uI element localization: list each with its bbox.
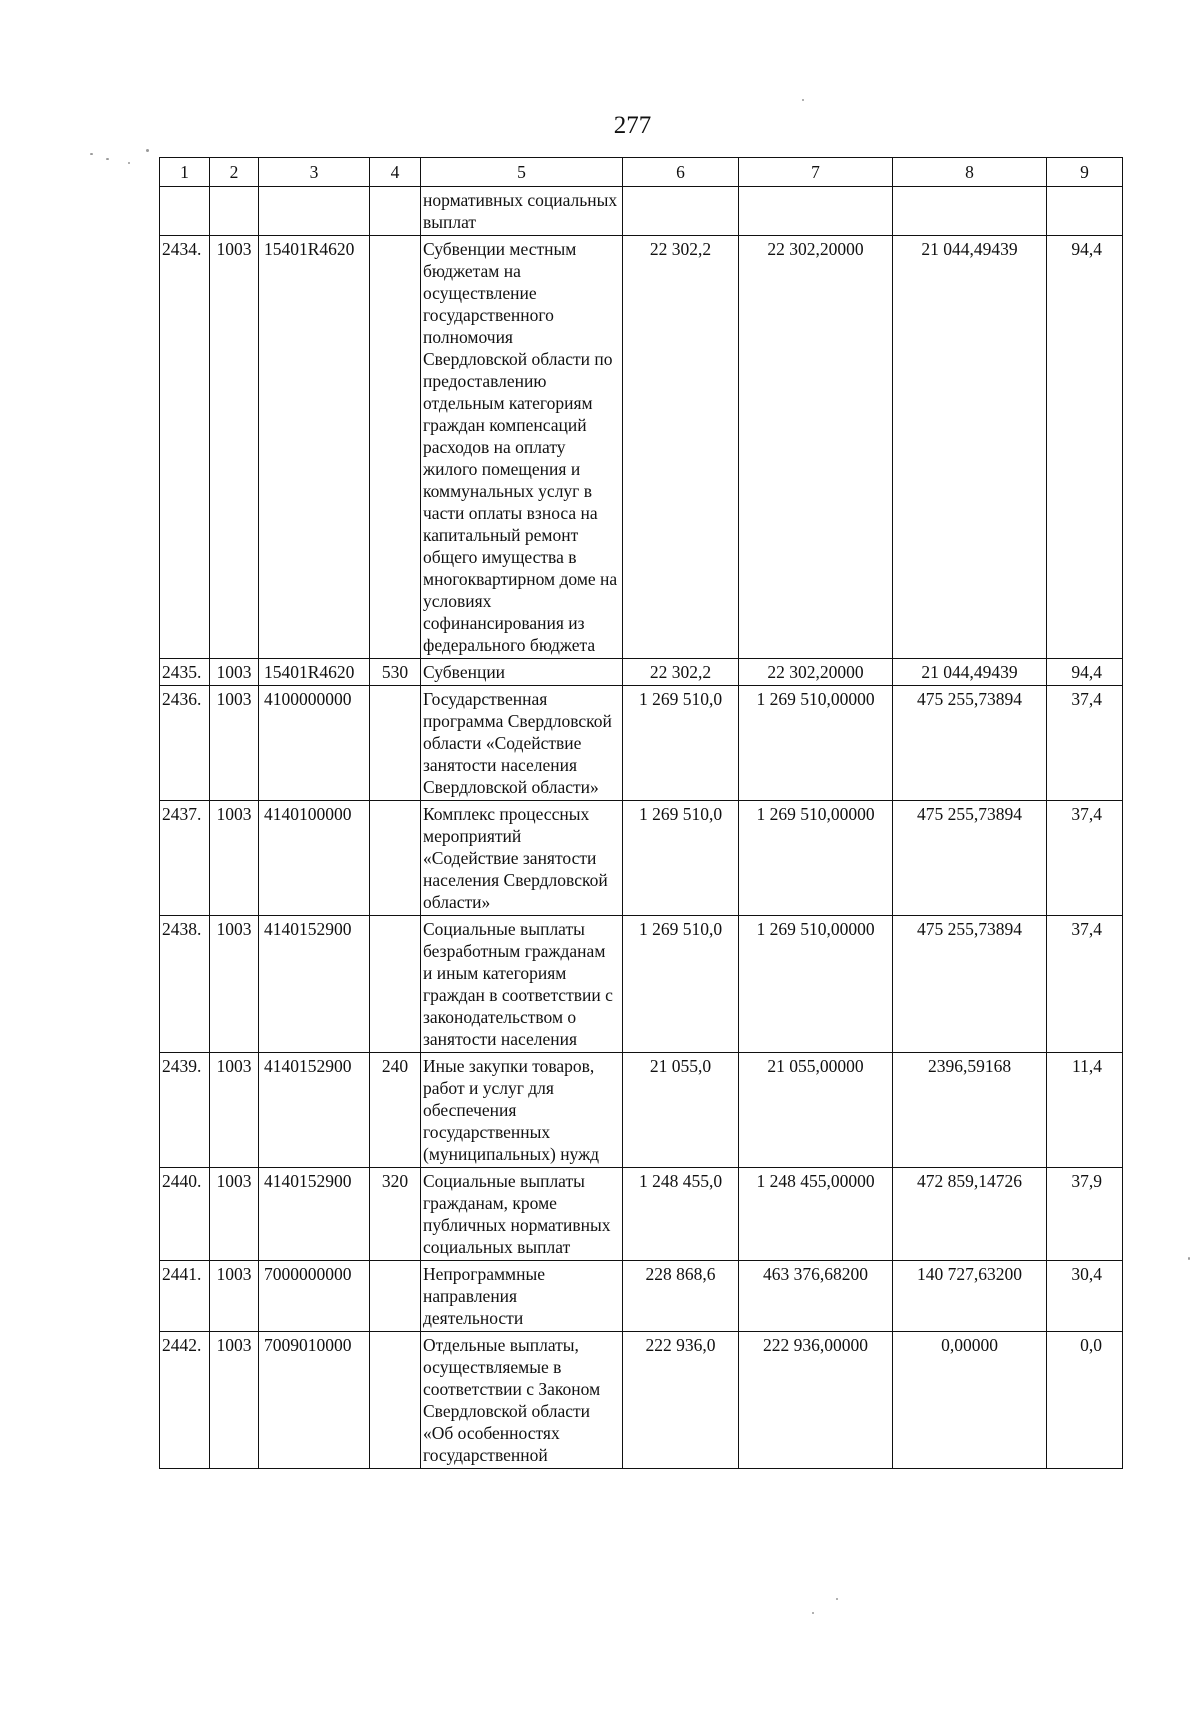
- expense-type-code-cell: [370, 1332, 421, 1469]
- item-name-cell: Непрограммные направления деятельности: [421, 1261, 623, 1332]
- executed-amount-cell: 472 859,14726: [893, 1168, 1047, 1261]
- item-name-cell: Субвенции местным бюджетам на осуществление государственного полномочия Свердловской области по предоставлению отдельным категориям граждан компенсаций расходов на оплату жилого помещения и коммунальных услуг в части оплаты взноса на капитальный ремонт общего имущества в многоквартирном доме на условиях софинансирования из федерального бюджета: [421, 236, 623, 659]
- column-header-8: 8: [893, 158, 1047, 187]
- scan-speck: [836, 1598, 838, 1600]
- approved-amount-cell: 21 055,00000: [739, 1053, 893, 1168]
- column-header-3: 3: [259, 158, 370, 187]
- approved-amount-cell: 22 302,20000: [739, 236, 893, 659]
- target-article-code-cell: 4140152900: [259, 916, 370, 1053]
- table-row: [160, 1332, 1123, 1469]
- planned-amount-cell: 1 269 510,0: [623, 686, 739, 801]
- table-row: [160, 187, 1123, 236]
- target-article-code-cell: 4140100000: [259, 801, 370, 916]
- table-header-row: [160, 158, 1123, 187]
- section-code-cell: 1003: [210, 1332, 259, 1469]
- section-code-cell: [210, 187, 259, 236]
- planned-amount-cell: 22 302,2: [623, 659, 739, 686]
- expense-type-code-cell: [370, 686, 421, 801]
- execution-percent-cell: 94,4: [1047, 236, 1123, 659]
- execution-percent-cell: 94,4: [1047, 659, 1123, 686]
- item-name-cell: Субвенции: [421, 659, 623, 686]
- table-row: [160, 1168, 1123, 1261]
- planned-amount-cell: 21 055,0: [623, 1053, 739, 1168]
- target-article-code-cell: [259, 187, 370, 236]
- page-number: 277: [613, 112, 652, 139]
- item-name-cell: Социальные выплаты гражданам, кроме публичных нормативных социальных выплат: [421, 1168, 623, 1261]
- target-article-code-cell: 4140152900: [259, 1053, 370, 1168]
- section-code-cell: 1003: [210, 659, 259, 686]
- section-code-cell: 1003: [210, 1168, 259, 1261]
- execution-percent-cell: [1047, 187, 1123, 236]
- column-header-9: 9: [1047, 158, 1123, 187]
- column-header-2: 2: [210, 158, 259, 187]
- item-name-cell: Иные закупки товаров, работ и услуг для обеспечения государственных (муниципальных) нужд: [421, 1053, 623, 1168]
- scan-speck: [812, 1612, 814, 1614]
- approved-amount-cell: 1 269 510,00000: [739, 801, 893, 916]
- planned-amount-cell: 22 302,2: [623, 236, 739, 659]
- approved-amount-cell: 222 936,00000: [739, 1332, 893, 1469]
- execution-percent-cell: 37,4: [1047, 686, 1123, 801]
- execution-percent-cell: 37,4: [1047, 916, 1123, 1053]
- row-number-cell: 2436.: [160, 686, 210, 801]
- row-number-cell: 2435.: [160, 659, 210, 686]
- table-row: [160, 236, 1123, 659]
- executed-amount-cell: 475 255,73894: [893, 916, 1047, 1053]
- planned-amount-cell: 1 248 455,0: [623, 1168, 739, 1261]
- column-header-6: 6: [623, 158, 739, 187]
- table-row: [160, 1261, 1123, 1332]
- scan-speck: [146, 149, 149, 152]
- executed-amount-cell: 2396,59168: [893, 1053, 1047, 1168]
- executed-amount-cell: [893, 187, 1047, 236]
- execution-percent-cell: 0,0: [1047, 1332, 1123, 1469]
- row-number-cell: 2438.: [160, 916, 210, 1053]
- scan-speck: [128, 162, 130, 164]
- budget-table: [159, 157, 1123, 1469]
- target-article-code-cell: 4140152900: [259, 1168, 370, 1261]
- target-article-code-cell: 15401R4620: [259, 236, 370, 659]
- scan-speck: [90, 153, 93, 155]
- item-name-cell: Социальные выплаты безработным гражданам и иным категориям граждан в соответствии с законодательством о занятости населения: [421, 916, 623, 1053]
- row-number-cell: 2440.: [160, 1168, 210, 1261]
- row-number-cell: 2442.: [160, 1332, 210, 1469]
- item-name-cell: нормативных социальных выплат: [421, 187, 623, 236]
- section-code-cell: 1003: [210, 686, 259, 801]
- section-code-cell: 1003: [210, 1261, 259, 1332]
- executed-amount-cell: 475 255,73894: [893, 686, 1047, 801]
- row-number-cell: 2441.: [160, 1261, 210, 1332]
- planned-amount-cell: 222 936,0: [623, 1332, 739, 1469]
- section-code-cell: 1003: [210, 916, 259, 1053]
- approved-amount-cell: [739, 187, 893, 236]
- expense-type-code-cell: [370, 187, 421, 236]
- table-row: [160, 686, 1123, 801]
- expense-type-code-cell: [370, 236, 421, 659]
- execution-percent-cell: 11,4: [1047, 1053, 1123, 1168]
- expense-type-code-cell: [370, 916, 421, 1053]
- execution-percent-cell: 37,4: [1047, 801, 1123, 916]
- expense-type-code-cell: 530: [370, 659, 421, 686]
- section-code-cell: 1003: [210, 1053, 259, 1168]
- executed-amount-cell: 21 044,49439: [893, 659, 1047, 686]
- expense-type-code-cell: 320: [370, 1168, 421, 1261]
- executed-amount-cell: 475 255,73894: [893, 801, 1047, 916]
- column-header-5: 5: [421, 158, 623, 187]
- approved-amount-cell: 1 248 455,00000: [739, 1168, 893, 1261]
- table-row: [160, 801, 1123, 916]
- executed-amount-cell: 21 044,49439: [893, 236, 1047, 659]
- expense-type-code-cell: [370, 801, 421, 916]
- approved-amount-cell: 1 269 510,00000: [739, 916, 893, 1053]
- scan-speck: [106, 158, 109, 160]
- target-article-code-cell: 15401R4620: [259, 659, 370, 686]
- item-name-cell: Отдельные выплаты, осуществляемые в соответствии с Законом Свердловской области «Об особенностях государственной: [421, 1332, 623, 1469]
- execution-percent-cell: 30,4: [1047, 1261, 1123, 1332]
- item-name-cell: Государственная программа Свердловской области «Содействие занятости населения Свердловской области»: [421, 686, 623, 801]
- expense-type-code-cell: [370, 1261, 421, 1332]
- target-article-code-cell: 4100000000: [259, 686, 370, 801]
- target-article-code-cell: 7009010000: [259, 1332, 370, 1469]
- column-header-1: 1: [160, 158, 210, 187]
- row-number-cell: 2434.: [160, 236, 210, 659]
- row-number-cell: 2437.: [160, 801, 210, 916]
- row-number-cell: [160, 187, 210, 236]
- column-header-4: 4: [370, 158, 421, 187]
- table-row: [160, 916, 1123, 1053]
- section-code-cell: 1003: [210, 801, 259, 916]
- target-article-code-cell: 7000000000: [259, 1261, 370, 1332]
- planned-amount-cell: 228 868,6: [623, 1261, 739, 1332]
- execution-percent-cell: 37,9: [1047, 1168, 1123, 1261]
- planned-amount-cell: 1 269 510,0: [623, 916, 739, 1053]
- section-code-cell: 1003: [210, 236, 259, 659]
- planned-amount-cell: 1 269 510,0: [623, 801, 739, 916]
- table-row: [160, 1053, 1123, 1168]
- scan-speck: [1188, 1257, 1190, 1260]
- executed-amount-cell: 0,00000: [893, 1332, 1047, 1469]
- scan-speck: [802, 99, 804, 101]
- approved-amount-cell: 463 376,68200: [739, 1261, 893, 1332]
- executed-amount-cell: 140 727,63200: [893, 1261, 1047, 1332]
- row-number-cell: 2439.: [160, 1053, 210, 1168]
- table-row: [160, 659, 1123, 686]
- approved-amount-cell: 22 302,20000: [739, 659, 893, 686]
- column-header-7: 7: [739, 158, 893, 187]
- item-name-cell: Комплекс процессных мероприятий «Содействие занятости населения Свердловской области»: [421, 801, 623, 916]
- expense-type-code-cell: 240: [370, 1053, 421, 1168]
- planned-amount-cell: [623, 187, 739, 236]
- approved-amount-cell: 1 269 510,00000: [739, 686, 893, 801]
